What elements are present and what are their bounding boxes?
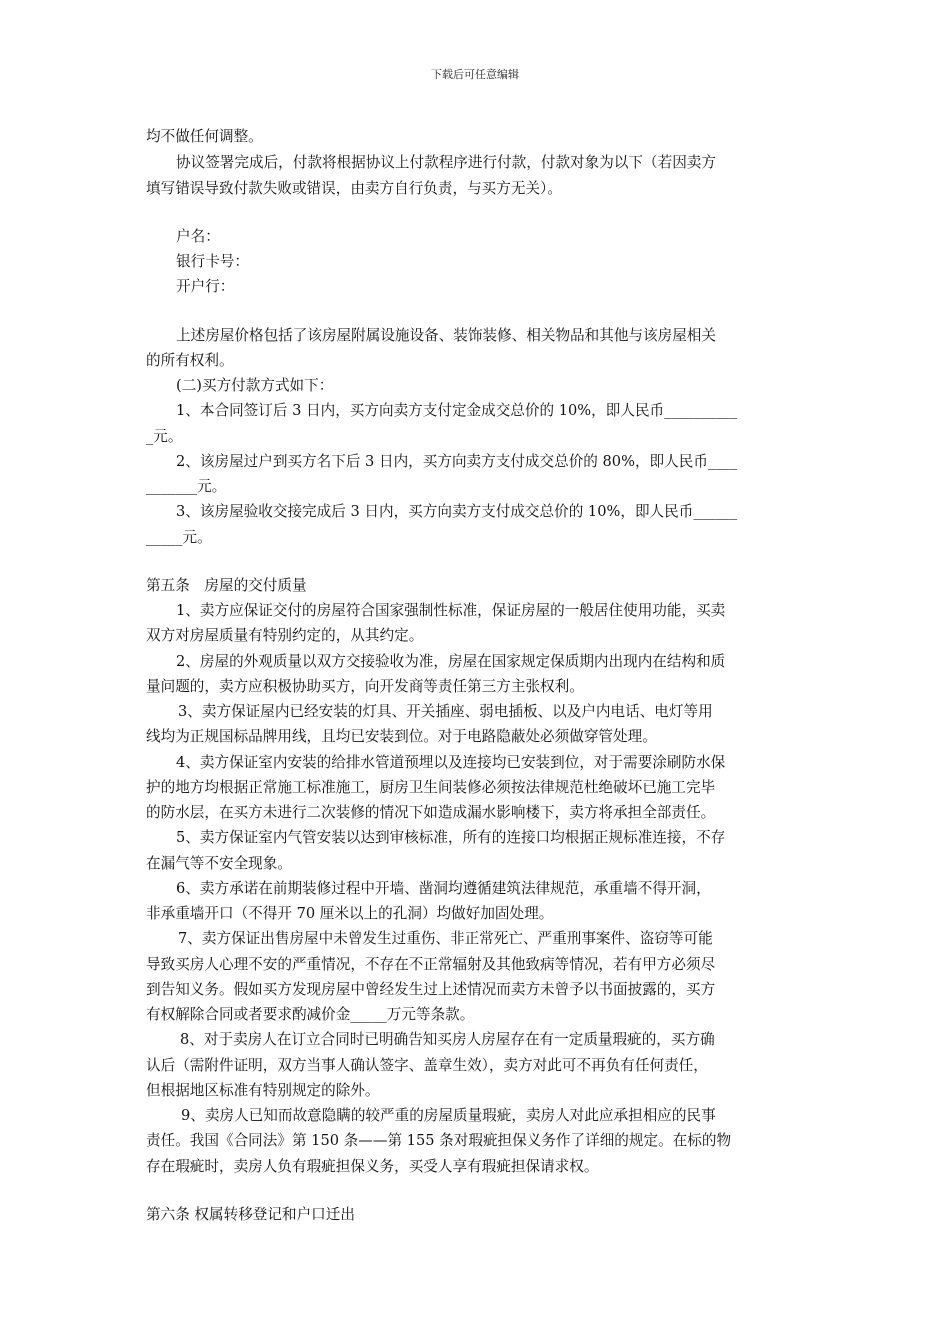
- text-line: 存在瑕疵时，卖房人负有瑕疵担保义务，买受人享有瑕疵担保请求权。: [146, 1158, 599, 1175]
- text-line: 4、卖方保证室内安装的给排水管道预埋以及连接均已安装到位，对于需要涂刷防水保: [176, 754, 726, 771]
- text-line: 到告知义务。假如买方发现房屋中曾经发生过上述情况而卖方未曾予以书面披露的，买方: [146, 981, 716, 998]
- text-line: 9、卖房人已知而故意隐瞒的较严重的房屋质量瑕疵，卖房人对此应承担相应的民事: [181, 1107, 716, 1124]
- text-line: 的防水层，在买方未进行二次装修的情况下如造成漏水影响楼下，卖方将承担全部责任。: [146, 804, 716, 821]
- text-line: 的所有权利。: [146, 352, 234, 369]
- text-line: 2、房屋的外观质量以双方交接验收为准，房屋在国家规定保质期内出现内在结构和质: [176, 653, 726, 670]
- text-line: 1、本合同签订后 3 日内，买方向卖方支付定金成交总价的 10%，即人民币__________: [176, 402, 738, 419]
- text-line: 导致买房人心理不安的严重情况，不存在不正常辐射及其他致病等情况，若有甲方必须尽: [146, 956, 716, 973]
- text-line: 有权解除合同或者要求酌减价金_____万元等条款。: [146, 1006, 475, 1023]
- text-line: _____元。: [146, 529, 212, 546]
- text-line: 8、对于卖房人在订立合同时已明确告知买房人房屋存在有一定质量瑕疵的，买方确: [180, 1031, 715, 1048]
- text-line: 填写错误导致付款失败或错误，由卖方自行负责，与买方无关）。: [146, 180, 562, 197]
- bank-card-label: 银行卡号：: [176, 253, 249, 270]
- text-line: 1、卖方应保证交付的房屋符合国家强制性标准，保证房屋的一般居住使用功能，买卖: [176, 602, 726, 619]
- text-line: 双方对房屋质量有特别约定的，从其约定。: [146, 627, 424, 644]
- text-line: 上述房屋价格包括了该房屋附属设施设备、装饰装修、相关物品和其他与该房屋相关: [176, 327, 716, 344]
- text-line: 线均为正规国标品牌用线，且均已安装到位。对于电路隐蔽处必须做穿管处理。: [146, 728, 657, 745]
- page-header-note: 下载后可任意编辑: [431, 68, 519, 81]
- text-line: 均不做任何调整。: [146, 128, 263, 145]
- text-line: 责任。我国《合同法》第 150 条——第 155 条对瑕疵担保义务作了详细的规定。在标的物: [146, 1132, 732, 1149]
- text-line: _______元。: [146, 478, 227, 495]
- text-line: 3、卖方保证屋内已经安装的灯具、开关插座、弱电插板、以及户内电话、电灯等用: [178, 703, 713, 720]
- text-line: 护的地方均根据正常施工标准施工，厨房卫生间装修必须按法律规范杜绝破坏已施工完毕: [146, 779, 716, 796]
- text-line: 7、卖方保证出售房屋中未曾发生过重伤、非正常死亡、严重刑事案件、盗窃等可能: [178, 930, 713, 947]
- text-line: 量问题的，卖方应积极协助买方，向开发商等责任第三方主张权利。: [146, 678, 584, 695]
- text-line: 在漏气等不安全现象。: [146, 855, 292, 872]
- payment-method-heading: (二)买方付款方式如下：: [176, 377, 334, 394]
- text-line: 非承重墙开口（不得开 70 厘米以上的孔洞）均做好加固处理。: [146, 905, 554, 922]
- section-heading-article-5: 第五条 房屋的交付质量: [146, 577, 307, 594]
- account-name-label: 户名：: [176, 228, 220, 245]
- text-line: 认后（需附件证明，双方当事人确认签字、盖章生效），卖方对此可不再负有任何责任，: [146, 1057, 708, 1074]
- text-line: 但根据地区标准有特别规定的除外。: [146, 1082, 380, 1099]
- text-line: 协议签署完成后，付款将根据协议上付款程序进行付款，付款对象为以下（若因卖方: [176, 154, 716, 171]
- text-line: 6、卖方承诺在前期装修过程中开墙、凿洞均遵循建筑法律规范，承重墙不得开洞，: [176, 880, 711, 897]
- section-heading-article-6: 第六条 权属转移登记和户口迁出: [146, 1206, 355, 1223]
- text-line: 3、该房屋验收交接完成后 3 日内，买方向卖方支付成交总价的 10%，即人民币______: [176, 503, 738, 520]
- text-line: 2、该房屋过户到买方名下后 3 日内，买方向卖方支付成交总价的 80%，即人民币____: [176, 453, 738, 470]
- text-line: 5、卖方保证室内气管安装以达到审核标准，所有的连接口均根据正规标准连接，不存: [176, 829, 726, 846]
- bank-branch-label: 开户行：: [176, 278, 235, 295]
- text-line: _元。: [146, 428, 183, 445]
